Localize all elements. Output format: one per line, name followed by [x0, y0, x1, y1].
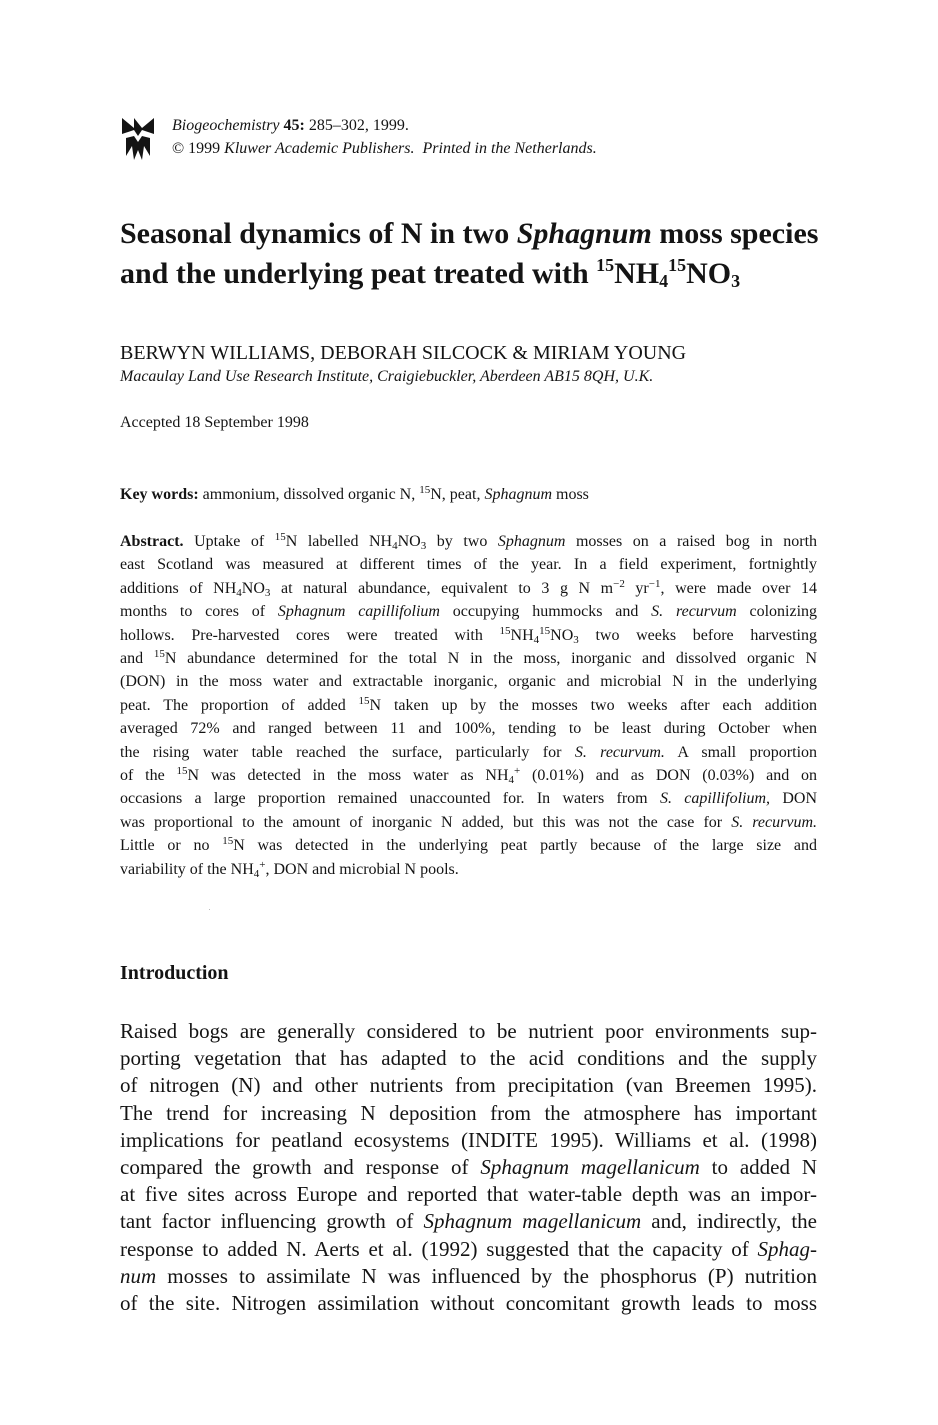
- journal-citation: [172, 114, 597, 160]
- text: Little or no: [120, 837, 223, 855]
- species-name: num: [120, 1263, 157, 1288]
- body-line: of the site. Nitrogen assimilation without concomitant growth leads to moss: [120, 1291, 817, 1316]
- text: N labelled NH: [285, 533, 393, 550]
- superscript: 15: [499, 624, 511, 637]
- abstract-line: [120, 647, 817, 670]
- text: variability of the NH: [120, 860, 254, 878]
- body-line: The trend for increasing N deposition from the atmosphere has important: [120, 1100, 817, 1125]
- superscript: 15: [539, 624, 551, 637]
- species-name: Sphagnum: [497, 533, 566, 550]
- text: at natural abundance, equivalent to 3 g N m: [270, 579, 614, 597]
- text: , DON and microbial N pools.: [265, 860, 459, 878]
- superscript: 15: [176, 765, 188, 778]
- text: to added N: [699, 1155, 817, 1180]
- text: response to added N. Aerts et al. (1992) suggested that the capacity of: [120, 1236, 758, 1261]
- text: additions of NH: [120, 579, 237, 597]
- abstract-line: [120, 530, 817, 553]
- subscript: 3: [573, 633, 579, 646]
- abstract-label: Abstract.: [120, 533, 184, 550]
- species-name: S. capillifolium,: [659, 790, 771, 808]
- title-text: Seasonal dynamics of N in two: [120, 217, 517, 250]
- paper-title: [120, 214, 840, 294]
- abstract-line: [120, 811, 817, 834]
- superscript: 15: [153, 648, 165, 661]
- keywords-genus: Sphagnum: [484, 486, 552, 503]
- superscript: −2: [613, 577, 625, 590]
- printed-location: Printed in the Netherlands.: [422, 140, 597, 157]
- abstract-line: [120, 764, 817, 787]
- text: and, indirectly, the: [641, 1209, 817, 1234]
- text: N was detected in the underlying peat partly because of the large size and: [233, 837, 818, 855]
- keywords-label: Key words:: [120, 486, 199, 503]
- subscript: 4: [533, 633, 540, 646]
- abstract-line: [120, 694, 817, 717]
- species-name: S. recurvum.: [574, 743, 665, 761]
- keywords-text: moss: [552, 486, 589, 503]
- text: , were made over 14: [660, 579, 817, 597]
- species-name: Sphagnum magellanicum: [423, 1209, 642, 1234]
- text: yr: [624, 579, 649, 597]
- introduction-body: [120, 1018, 817, 1317]
- abstract-line: [120, 787, 817, 810]
- keywords: [120, 484, 589, 506]
- journal-volume: 45:: [283, 117, 305, 134]
- body-line: [120, 1236, 817, 1263]
- journal-name: Biogeochemistry: [172, 117, 280, 134]
- title-genus: Sphagnum: [516, 217, 652, 250]
- text: by two: [426, 533, 498, 550]
- section-heading-introduction: Introduction: [120, 962, 229, 984]
- abstract-line: (DON) in the moss water and extractable inorganic, organic and microbial N in the underlying: [120, 673, 817, 691]
- abstract-line: [120, 834, 817, 857]
- abstract-line: east Scotland was measured at different times of the year. In a field experiment, fortnightly: [120, 556, 817, 574]
- journal-pages: 285–302, 1999.: [308, 117, 409, 134]
- abstract-line: [120, 600, 817, 623]
- text: compared the growth and response of: [120, 1155, 481, 1180]
- superscript: +: [259, 858, 266, 871]
- publisher-logo-icon: [120, 116, 156, 162]
- text: NO: [397, 533, 421, 550]
- text: occupying hummocks and: [439, 603, 652, 621]
- text: hollows. Pre-harvested cores were treated with: [120, 626, 500, 644]
- superscript: 15: [358, 694, 370, 707]
- abstract-line: [120, 741, 817, 764]
- abstract-line: [120, 624, 817, 647]
- text: N taken up by the mosses two weeks after each addition: [369, 696, 818, 714]
- body-line: Raised bogs are generally considered to be nutrient poor environments sup-: [120, 1019, 817, 1043]
- author-list: BERWYN WILLIAMS, DEBORAH SILCOCK & MIRIAM YOUNG: [120, 342, 687, 364]
- subscript: 4: [253, 867, 260, 880]
- body-line: [120, 1263, 817, 1290]
- body-line: [120, 1208, 817, 1235]
- text: A small proportion: [664, 743, 818, 761]
- superscript: 15: [419, 484, 431, 496]
- body-line: [120, 1154, 817, 1181]
- publisher-name: Kluwer Academic Publishers.: [224, 140, 415, 157]
- body-line: implications for peatland ecosystems (INDITE 1995). Williams et al. (1998): [120, 1127, 817, 1152]
- text: N abundance determined for the total N in the moss, inorganic and dissolved organic N: [164, 650, 818, 668]
- text: mosses on a raised bog in north: [565, 533, 818, 550]
- species-name: Sphag-: [757, 1236, 817, 1261]
- abstract: [120, 530, 817, 881]
- text: (0.01%) and as DON (0.03%) and on: [520, 767, 817, 785]
- subscript: 3: [420, 540, 427, 552]
- text: and: [120, 650, 154, 668]
- species-name: S. recurvum: [651, 603, 737, 621]
- text: occasions a large proportion remained unaccounted for. In waters from: [120, 790, 660, 808]
- text: two weeks before harvesting: [578, 626, 817, 644]
- text: the rising water table reached the surface, particularly for: [120, 743, 575, 761]
- superscript: −1: [648, 577, 661, 590]
- title-formula: NH: [614, 257, 660, 290]
- body-line: porting vegetation that has adapted to the acid conditions and the supply: [120, 1046, 817, 1071]
- text: N was detected in the moss water as NH: [187, 767, 509, 785]
- text: tant factor influencing growth of: [120, 1209, 424, 1234]
- copyright-year: © 1999: [172, 140, 221, 157]
- text: NO: [241, 579, 265, 597]
- text: peat. The proportion of added: [120, 696, 359, 714]
- species-name: Sphagnum capillifolium: [277, 603, 440, 621]
- title-text: and the underlying peat treated with: [120, 257, 597, 290]
- species-name: Sphagnum magellanicum: [480, 1155, 700, 1180]
- keywords-text: N, peat,: [430, 486, 485, 503]
- text: DON: [770, 790, 818, 808]
- title-formula: NO: [686, 257, 732, 290]
- text: of the: [120, 767, 177, 785]
- title-superscript: 15: [596, 255, 615, 275]
- title-superscript: 15: [668, 255, 687, 275]
- superscript: 15: [274, 531, 286, 543]
- keywords-text: ammonium, dissolved organic N,: [198, 486, 420, 503]
- abstract-line: [120, 858, 817, 881]
- text: was proportional to the amount of inorganic N added, but this was not the case for: [120, 813, 732, 831]
- superscript: 15: [222, 835, 234, 848]
- text: mosses to assimilate N was influenced by the phosphorus (P) nutrition: [156, 1263, 817, 1288]
- title-text: moss species: [651, 217, 819, 250]
- accepted-date: Accepted 18 September 1998: [120, 414, 309, 431]
- subscript: 4: [392, 540, 398, 552]
- text: NO: [550, 626, 574, 644]
- affiliation: Macaulay Land Use Research Institute, Craigiebuckler, Aberdeen AB15 8QH, U.K.: [120, 368, 654, 385]
- text: colonizing: [736, 603, 818, 621]
- body-line: of nitrogen (N) and other nutrients from precipitation (van Breemen 1995).: [120, 1073, 817, 1098]
- title-subscript: 3: [731, 271, 741, 291]
- text: Uptake of: [183, 533, 275, 550]
- subscript: 3: [264, 586, 271, 599]
- scan-speck: [209, 909, 210, 910]
- species-name: S. recurvum.: [731, 813, 817, 831]
- text: months to cores of: [120, 603, 278, 621]
- body-line: at five sites across Europe and reported that water-table depth was an impor-: [120, 1182, 817, 1207]
- abstract-line: [120, 577, 817, 600]
- subscript: 4: [508, 774, 514, 787]
- superscript: +: [514, 765, 521, 778]
- title-subscript: 4: [659, 271, 669, 291]
- subscript: 4: [236, 586, 242, 599]
- text: NH: [510, 626, 534, 644]
- abstract-line: averaged 72% and ranged between 11 and 100%, tending to be least during October when: [120, 720, 817, 738]
